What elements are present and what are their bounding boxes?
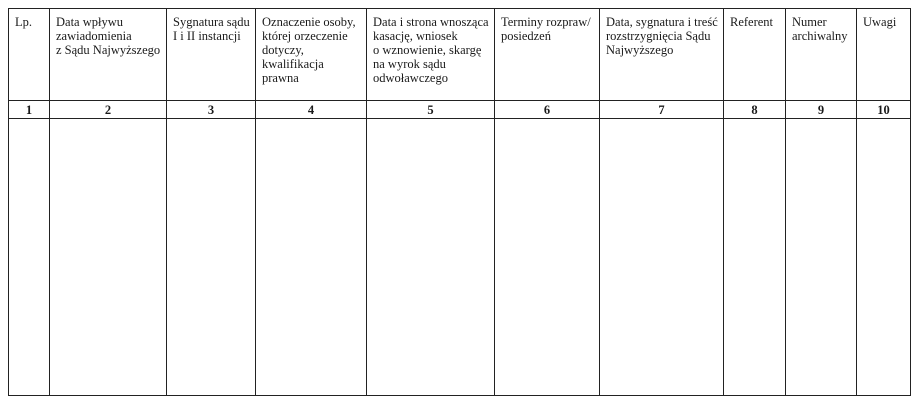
column-number-10: 10 [857, 101, 911, 119]
entry-cell-referent [724, 119, 786, 396]
column-number-7: 7 [600, 101, 724, 119]
entry-cell-filing-party [367, 119, 495, 396]
column-number-8: 8 [724, 101, 786, 119]
column-number-9: 9 [786, 101, 857, 119]
entry-cell-lp [9, 119, 50, 396]
entry-cell-decision [600, 119, 724, 396]
column-header-remarks: Uwagi [857, 9, 911, 101]
column-number-5: 5 [367, 101, 495, 119]
column-header-case-signature: Sygnatura sądu I i II instancji [167, 9, 256, 101]
column-header-person: Oznaczenie osoby, której orzeczenie dotyczy, kwalifikacja prawna [256, 9, 367, 101]
column-header-hearing-dates: Terminy rozpraw/ posiedzeń [495, 9, 600, 101]
column-header-receipt-date: Data wpływu zawiadomienia z Sądu Najwyższego [50, 9, 167, 101]
entry-cell-person [256, 119, 367, 396]
register-table [8, 8, 911, 396]
entry-cell-archive-number [786, 119, 857, 396]
column-number-4: 4 [256, 101, 367, 119]
column-number-row [9, 101, 911, 119]
column-number-2: 2 [50, 101, 167, 119]
column-header-decision: Data, sygnatura i treść rozstrzygnięcia Sądu Najwyższego [600, 9, 724, 101]
column-number-1: 1 [9, 101, 50, 119]
column-number-6: 6 [495, 101, 600, 119]
column-header-archive-number: Numer archiwalny [786, 9, 857, 101]
entry-cell-hearing-dates [495, 119, 600, 396]
entry-cell-receipt-date [50, 119, 167, 396]
entry-row [9, 119, 911, 396]
header-row [9, 9, 911, 101]
entry-cell-remarks [857, 119, 911, 396]
column-number-3: 3 [167, 101, 256, 119]
entry-cell-case-signature [167, 119, 256, 396]
column-header-referent: Referent [724, 9, 786, 101]
column-header-lp: Lp. [9, 9, 50, 101]
column-header-filing-party: Data i strona wnosząca kasację, wniosek o wznowienie, skargę na wyrok sądu odwoławczego [367, 9, 495, 101]
